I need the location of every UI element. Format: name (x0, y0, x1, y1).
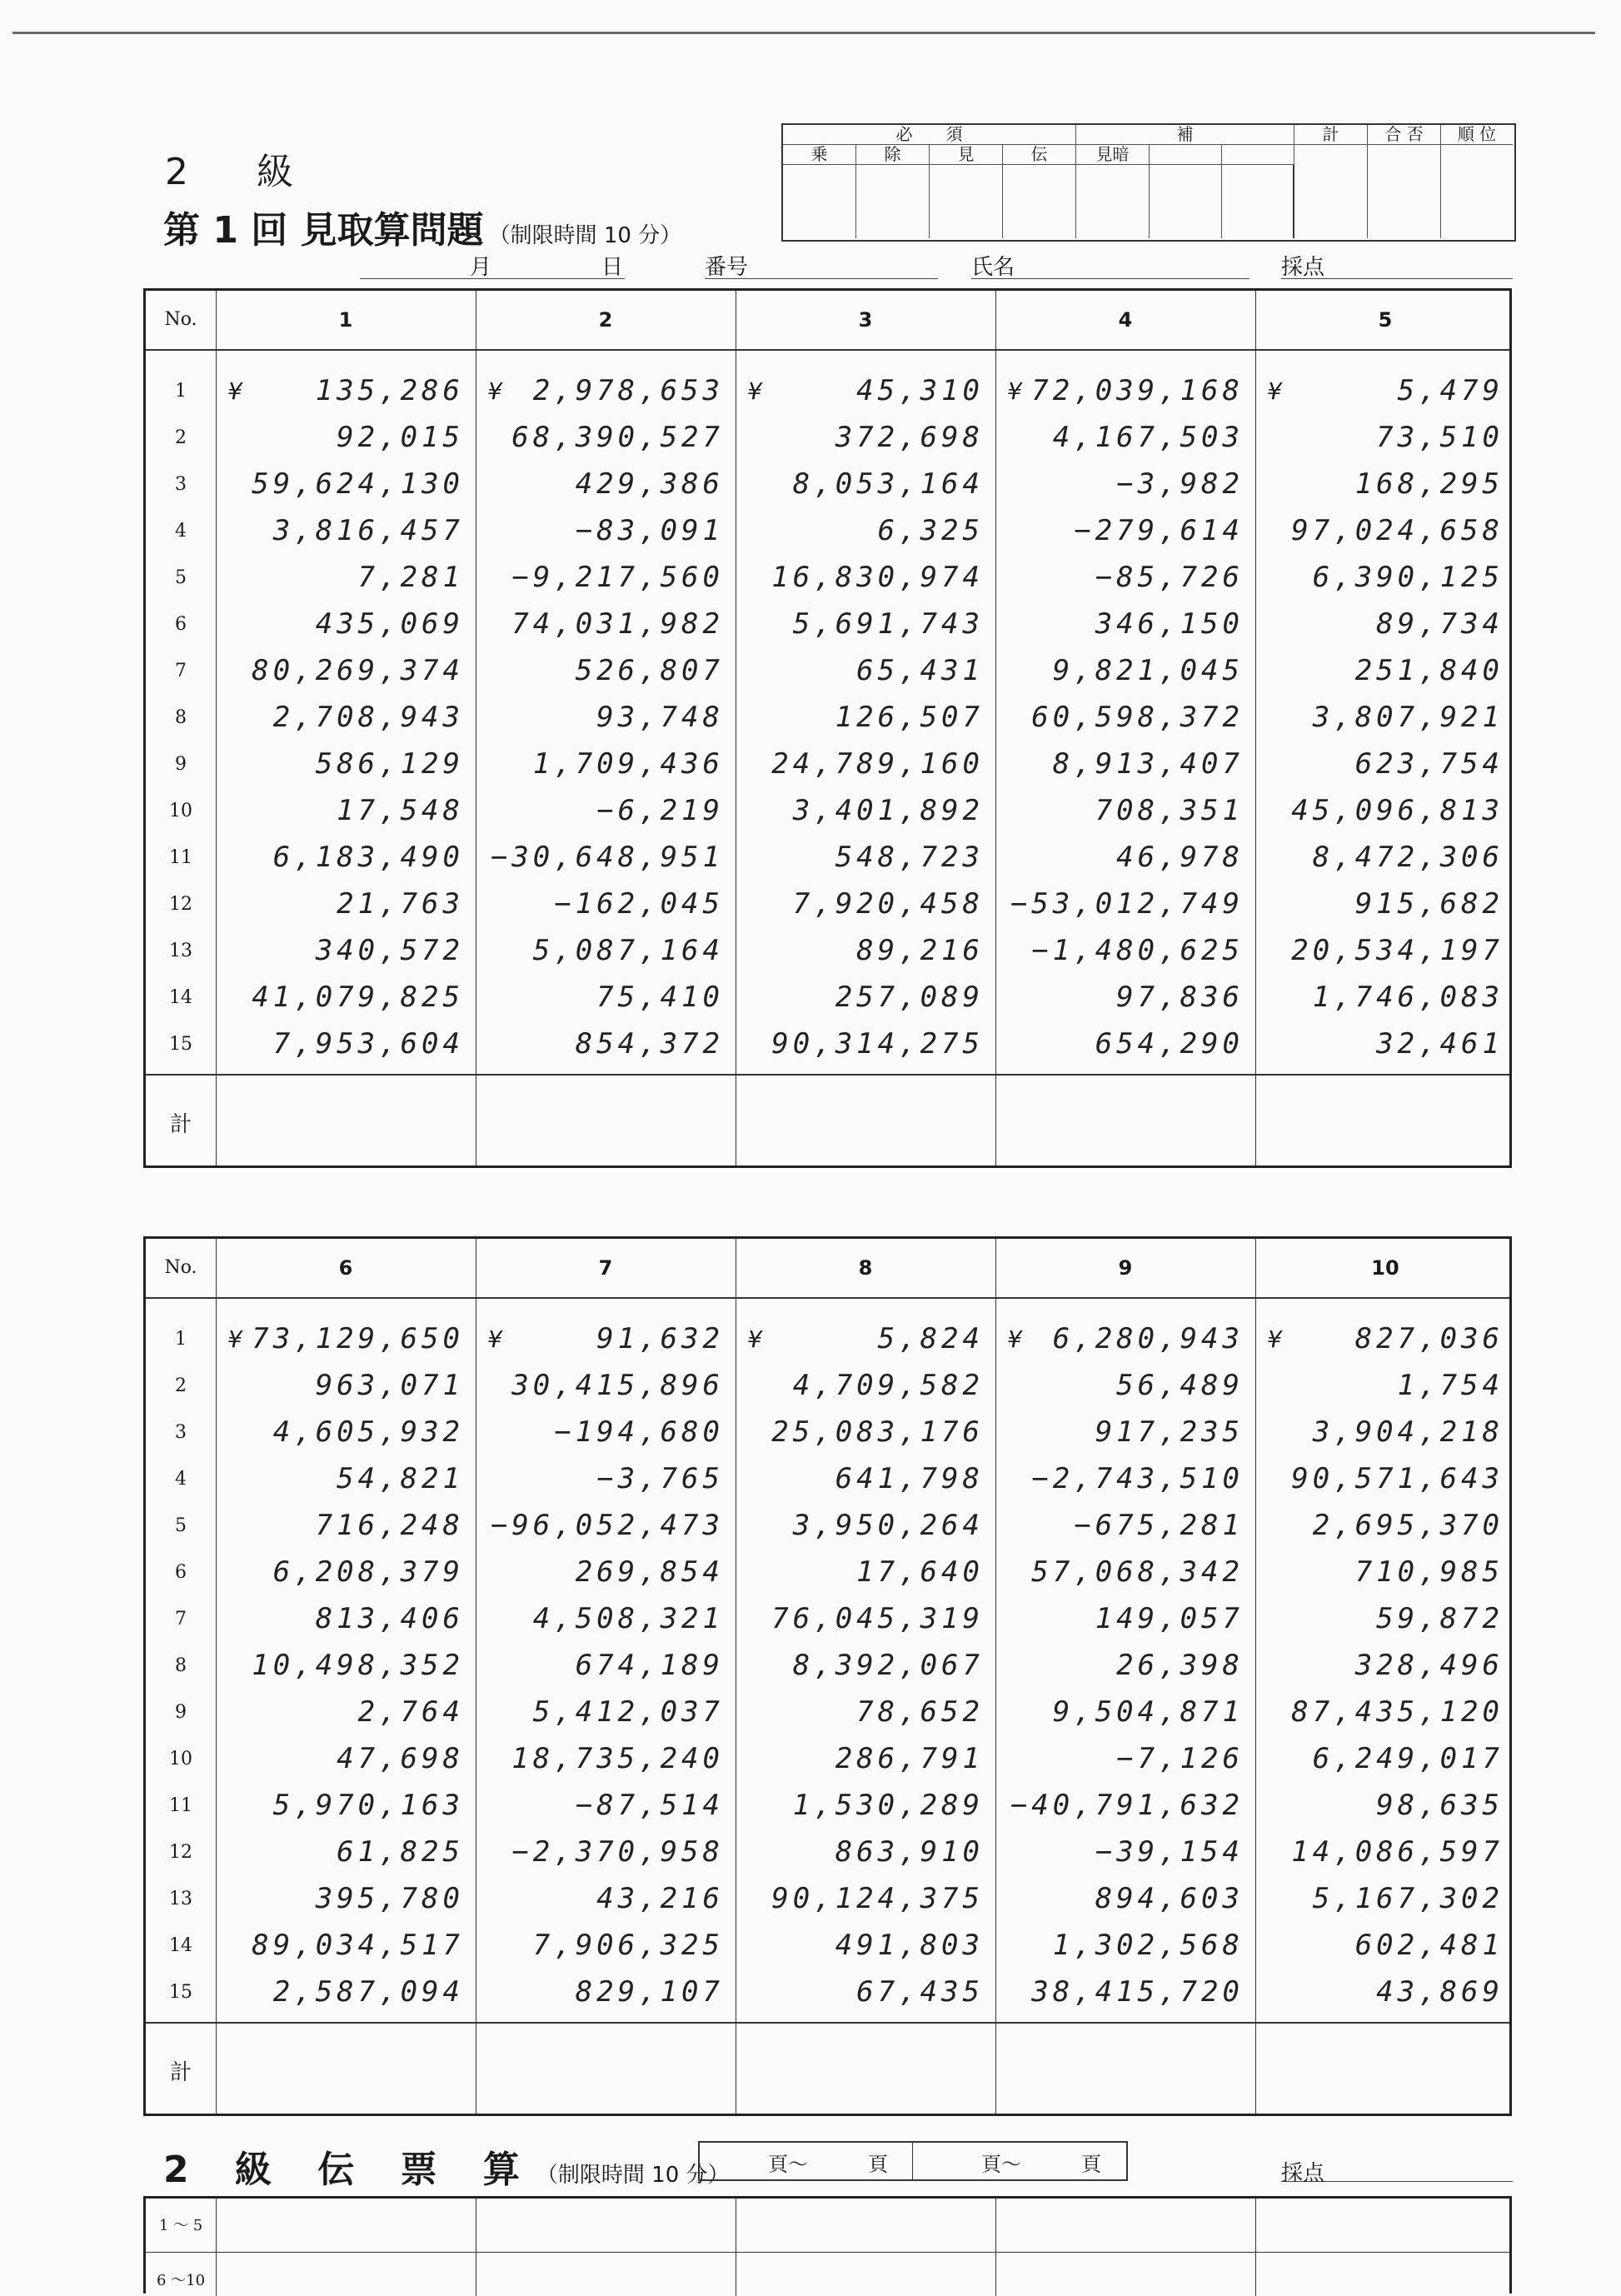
cell-value: −2,370,958 (511, 1835, 724, 1869)
cell-value: 3,401,892 (792, 794, 984, 827)
total-label: 計 (169, 2060, 192, 2085)
cell-value: −194,680 (554, 1415, 724, 1449)
seal-box (1003, 165, 1076, 238)
cell-value: 2,708,943 (272, 701, 464, 734)
problem-table-2 (143, 1236, 1512, 2116)
cell-value: 829,107 (575, 1975, 724, 2009)
cell-value: 2,695,370 (1312, 1509, 1504, 1542)
cell-value: 340,572 (315, 934, 464, 967)
column-header: 3 (858, 308, 873, 332)
page-title (163, 200, 681, 253)
cell-value: 10,498,352 (252, 1649, 464, 1682)
total-answer-cell[interactable] (1255, 1074, 1515, 1165)
column-divider (995, 2199, 996, 2296)
cell-value: −85,726 (1095, 561, 1244, 594)
title-text: 第 1 回 見取算問題 (163, 209, 484, 252)
cell-value: 5,970,163 (272, 1789, 464, 1822)
cell-value: 5,167,302 (1312, 1882, 1504, 1915)
cell-value: 59,872 (1376, 1602, 1504, 1635)
cell-value: −53,012,749 (1010, 887, 1244, 921)
cell-value: 38,415,720 (1031, 1975, 1244, 2009)
yen-mark: ¥ (487, 377, 502, 405)
row-number: 3 (175, 1422, 187, 1443)
cell-value: 372,698 (835, 421, 984, 454)
cell-value: 654,290 (1095, 1027, 1244, 1061)
cell-value: 8,472,306 (1312, 841, 1504, 874)
cell-value: 65,431 (856, 654, 984, 687)
cell-value: 73,510 (1376, 421, 1504, 454)
cell-value: 1,709,436 (532, 747, 724, 781)
cell-value: 89,734 (1376, 607, 1504, 641)
cell-value: 491,803 (835, 1929, 984, 1962)
cell-value: 68,390,527 (511, 421, 724, 454)
header-no: No. (164, 1257, 197, 1278)
cell-value: 56,489 (1116, 1369, 1244, 1402)
cell-value: 2,764 (357, 1695, 464, 1729)
cell-value: 3,950,264 (792, 1509, 984, 1542)
row-number: 14 (169, 1935, 192, 1956)
required-group-label: 必 須 (783, 125, 1076, 145)
total-answer-cell[interactable] (1255, 2022, 1515, 2114)
row-number: 2 (175, 427, 187, 448)
cell-value: 26,398 (1116, 1649, 1244, 1682)
cell-value: −9,217,560 (511, 561, 724, 594)
cell-value: 269,854 (575, 1555, 724, 1589)
cell-value: 54,821 (337, 1462, 464, 1495)
seal-col-denpyo: 伝 (1003, 145, 1076, 165)
cell-value: 89,216 (856, 934, 984, 967)
cell-value: −96,052,473 (490, 1509, 724, 1542)
cell-value: 98,635 (1376, 1789, 1504, 1822)
grading-stamp-box (781, 123, 1516, 242)
row-number: 5 (175, 1515, 187, 1536)
denpyo-row-label: 6 ～10 (156, 2272, 206, 2289)
cell-value: 7,281 (357, 561, 464, 594)
cell-value: 894,603 (1095, 1882, 1244, 1915)
cell-value: 20,534,197 (1291, 934, 1504, 967)
score-field[interactable] (1281, 247, 1513, 279)
yen-mark: ¥ (1267, 377, 1282, 405)
cell-value: 7,953,604 (272, 1027, 464, 1061)
cell-value: 6,208,379 (272, 1555, 464, 1589)
row-number: 9 (175, 754, 187, 775)
seal-pass-box (1368, 145, 1441, 238)
denpyo-title (163, 2139, 730, 2193)
cell-value: 87,435,120 (1291, 1695, 1504, 1729)
cell-value: 60,598,372 (1031, 701, 1244, 734)
cell-value: 1,302,568 (1052, 1929, 1244, 1962)
cell-value: 17,548 (337, 794, 464, 827)
cell-value: −279,614 (1074, 514, 1244, 547)
row-number: 7 (175, 661, 187, 681)
cell-value: 435,069 (315, 607, 464, 641)
yen-mark: ¥ (487, 1325, 502, 1353)
cell-value: 9,821,045 (1052, 654, 1244, 687)
cell-value: 92,015 (337, 421, 464, 454)
total-answer-cell[interactable] (476, 2022, 736, 2114)
cell-value: 5,087,164 (532, 934, 724, 967)
cell-value: 1,530,289 (792, 1789, 984, 1822)
yen-mark: ¥ (1267, 1325, 1282, 1353)
day-label: 日 (601, 255, 624, 280)
cell-value: 41,079,825 (252, 981, 464, 1014)
cell-value: 526,807 (575, 654, 724, 687)
cell-value: 45,310 (856, 374, 984, 407)
cell-value: 4,167,503 (1052, 421, 1244, 454)
problem-table-1 (143, 288, 1512, 1168)
cell-value: 6,183,490 (272, 841, 464, 874)
cell-value: 602,481 (1354, 1929, 1504, 1962)
column-header: 9 (1118, 1256, 1133, 1280)
total-answer-cell[interactable] (216, 2022, 476, 2114)
cell-value: 135,286 (315, 374, 464, 407)
seal-col-mitori: 見 (930, 145, 1003, 165)
cell-value: 90,571,643 (1291, 1462, 1504, 1495)
cell-value: 3,816,457 (272, 514, 464, 547)
cell-value: 4,605,932 (272, 1415, 464, 1449)
cell-value: 915,682 (1354, 887, 1504, 921)
row-number: 10 (169, 1749, 192, 1769)
cell-value: 97,836 (1116, 981, 1244, 1014)
cell-value: 80,269,374 (252, 654, 464, 687)
cell-value: −162,045 (554, 887, 724, 921)
cell-value: 9,504,871 (1052, 1695, 1244, 1729)
cell-value: −30,648,951 (490, 841, 724, 874)
cell-value: 43,216 (596, 1882, 724, 1915)
cell-value: −6,219 (596, 794, 724, 827)
denpyo-title-text: 2 級 伝 票 算 (163, 2149, 536, 2191)
cell-value: 90,124,375 (771, 1882, 984, 1915)
cell-value: 91,632 (596, 1322, 724, 1355)
cell-value: −40,791,632 (1010, 1789, 1244, 1822)
cell-value: 674,189 (575, 1649, 724, 1682)
row-number: 11 (169, 847, 192, 868)
denpyo-score-label: 採点 (1281, 2161, 1325, 2186)
row-number: 12 (169, 1842, 192, 1863)
cell-value: 8,913,407 (1052, 747, 1244, 781)
name-label: 氏名 (971, 255, 1015, 280)
page-range-divider (912, 2143, 913, 2179)
cell-value: 7,906,325 (532, 1929, 724, 1962)
column-header: 6 (338, 1256, 353, 1280)
row-number: 4 (175, 521, 187, 542)
seal-col-divide: 除 (856, 145, 930, 165)
row-number: 6 (175, 1562, 187, 1583)
cell-value: 16,830,974 (771, 561, 984, 594)
seal-pass-label: 合 否 (1368, 125, 1441, 145)
row-number: 9 (175, 1702, 187, 1723)
row-number: 4 (175, 1469, 187, 1490)
cell-value: −87,514 (575, 1789, 724, 1822)
seal-total-label: 計 (1294, 125, 1368, 145)
cell-value: −3,765 (596, 1462, 724, 1495)
cell-value: 827,036 (1354, 1322, 1504, 1355)
row-number: 8 (175, 707, 187, 728)
cell-value: 93,748 (596, 701, 724, 734)
cell-value: 963,071 (315, 1369, 464, 1402)
seal-total-box (1294, 145, 1368, 238)
denpyo-table (143, 2196, 1512, 2294)
row-number: 3 (175, 474, 187, 495)
cell-value: −2,743,510 (1031, 1462, 1244, 1495)
cell-value: 854,372 (575, 1027, 724, 1061)
seal-rank-box (1441, 145, 1513, 238)
grade-heading: 2 級 (165, 151, 322, 193)
row-number: 7 (175, 1609, 187, 1630)
cell-value: 43,869 (1376, 1975, 1504, 2009)
number-label: 番号 (705, 255, 749, 280)
cell-value: 14,086,597 (1291, 1835, 1504, 1869)
cell-value: 4,508,321 (532, 1602, 724, 1635)
cell-value: 395,780 (315, 1882, 464, 1915)
name-field[interactable] (971, 247, 1249, 279)
cell-value: 257,089 (835, 981, 984, 1014)
yen-mark: ¥ (1007, 377, 1022, 405)
seal-box (856, 165, 930, 238)
cell-value: 67,435 (856, 1975, 984, 2009)
cell-value: 8,392,067 (792, 1649, 984, 1682)
cell-value: 32,461 (1376, 1027, 1504, 1061)
denpyo-time-limit: （制限時間 10 分） (536, 2163, 730, 2188)
seal-col-multiply: 乗 (783, 145, 856, 165)
row-number: 13 (169, 1889, 192, 1909)
cell-value: 46,978 (1116, 841, 1244, 874)
seal-col-mental: 見暗 (1076, 145, 1150, 165)
header-no: No. (164, 309, 197, 330)
cell-value: 429,386 (575, 467, 724, 501)
seal-box (783, 165, 856, 238)
row-divider (146, 2252, 1509, 2253)
cell-value: 623,754 (1354, 747, 1504, 781)
cell-value: 74,031,982 (511, 607, 724, 641)
cell-value: 5,824 (877, 1322, 984, 1355)
seal-col-blank-1 (1150, 145, 1222, 165)
row-number: 6 (175, 614, 187, 635)
total-answer-cell[interactable] (476, 1074, 736, 1165)
cell-value: 641,798 (835, 1462, 984, 1495)
cell-value: 6,325 (877, 514, 984, 547)
row-number: 5 (175, 567, 187, 588)
column-divider (1255, 2199, 1256, 2296)
cell-value: 346,150 (1095, 607, 1244, 641)
cell-value: 813,406 (315, 1602, 464, 1635)
yen-mark: ¥ (747, 377, 762, 405)
cell-value: 45,096,813 (1291, 794, 1504, 827)
cell-value: 548,723 (835, 841, 984, 874)
cell-value: 7,920,458 (792, 887, 984, 921)
page-range-2[interactable]: 頁～ 頁 (981, 2153, 1101, 2176)
scan-top-border (12, 32, 1595, 34)
cell-value: 168,295 (1354, 467, 1504, 501)
seal-box (1150, 165, 1222, 238)
time-limit: （制限時間 10 分） (488, 223, 682, 248)
cell-value: 863,910 (835, 1835, 984, 1869)
column-header: 7 (598, 1256, 613, 1280)
cell-value: 3,807,921 (1312, 701, 1504, 734)
cell-value: 78,652 (856, 1695, 984, 1729)
page-range-box (698, 2141, 1128, 2181)
total-answer-cell[interactable] (736, 2022, 995, 2114)
cell-value: 59,624,130 (252, 467, 464, 501)
cell-value: −7,126 (1116, 1742, 1244, 1775)
cell-value: 8,053,164 (792, 467, 984, 501)
cell-value: 917,235 (1095, 1415, 1244, 1449)
cell-value: 97,024,658 (1291, 514, 1504, 547)
cell-value: 126,507 (835, 701, 984, 734)
column-header: 5 (1378, 308, 1393, 332)
cell-value: 24,789,160 (771, 747, 984, 781)
date-field[interactable] (360, 247, 625, 279)
cell-value: 73,129,650 (252, 1322, 464, 1355)
cell-value: −39,154 (1095, 1835, 1244, 1869)
total-answer-cell[interactable] (216, 1074, 476, 1165)
total-answer-cell[interactable] (995, 2022, 1255, 2114)
seal-box (1222, 165, 1294, 238)
cell-value: 5,479 (1397, 374, 1504, 407)
cell-value: 17,640 (856, 1555, 984, 1589)
cell-value: −83,091 (575, 514, 724, 547)
cell-value: 76,045,319 (771, 1602, 984, 1635)
column-header: 2 (598, 308, 613, 332)
cell-value: 708,351 (1095, 794, 1244, 827)
score-label: 採点 (1281, 255, 1325, 280)
row-number: 13 (169, 941, 192, 961)
cell-value: 286,791 (835, 1742, 984, 1775)
row-number: 11 (169, 1795, 192, 1816)
column-header: 8 (858, 1256, 873, 1280)
month-label: 月 (470, 255, 492, 280)
row-number: 14 (169, 987, 192, 1008)
column-header: 1 (338, 308, 353, 332)
total-answer-cell[interactable] (995, 1074, 1255, 1165)
cell-value: −3,982 (1116, 467, 1244, 501)
yen-mark: ¥ (227, 1325, 242, 1353)
cell-value: 21,763 (337, 887, 464, 921)
cell-value: 710,985 (1354, 1555, 1504, 1589)
row-number: 2 (175, 1375, 187, 1396)
cell-value: −1,480,625 (1031, 934, 1244, 967)
cell-value: 1,746,083 (1312, 981, 1504, 1014)
cell-value: 57,068,342 (1031, 1555, 1244, 1589)
cell-value: 72,039,168 (1031, 374, 1244, 407)
cell-value: 18,735,240 (511, 1742, 724, 1775)
seal-rank-label: 順 位 (1441, 125, 1513, 145)
cell-value: 2,587,094 (272, 1975, 464, 2009)
cell-value: 6,390,125 (1312, 561, 1504, 594)
supplement-group-label: 補 (1076, 125, 1294, 145)
column-divider (216, 2199, 217, 2296)
row-number: 10 (169, 801, 192, 821)
cell-value: 328,496 (1354, 1649, 1504, 1682)
seal-box (1076, 165, 1150, 238)
cell-value: 1,754 (1397, 1369, 1504, 1402)
denpyo-row-label: 1 ～ 5 (158, 2217, 203, 2234)
cell-value: 6,280,943 (1052, 1322, 1244, 1355)
seal-box (930, 165, 1003, 238)
cell-value: 47,698 (337, 1742, 464, 1775)
row-number: 1 (175, 1329, 187, 1350)
column-header: 10 (1371, 1256, 1399, 1280)
seal-col-blank-2 (1222, 145, 1294, 165)
yen-mark: ¥ (227, 377, 242, 405)
row-number: 1 (175, 381, 187, 402)
cell-value: 2,978,653 (532, 374, 724, 407)
cell-value: 6,249,017 (1312, 1742, 1504, 1775)
column-header: 4 (1118, 308, 1133, 332)
cell-value: 149,057 (1095, 1602, 1244, 1635)
cell-value: 30,415,896 (511, 1369, 724, 1402)
cell-value: 251,840 (1354, 654, 1504, 687)
cell-value: 5,412,037 (532, 1695, 724, 1729)
cell-value: 3,904,218 (1312, 1415, 1504, 1449)
cell-value: 716,248 (315, 1509, 464, 1542)
cell-value: −675,281 (1074, 1509, 1244, 1542)
row-number: 8 (175, 1655, 187, 1676)
row-number: 15 (169, 1034, 192, 1055)
cell-value: 75,410 (596, 981, 724, 1014)
number-field[interactable] (705, 247, 938, 279)
yen-mark: ¥ (747, 1325, 762, 1353)
cell-value: 25,083,176 (771, 1415, 984, 1449)
row-number: 12 (169, 894, 192, 915)
cell-value: 4,709,582 (792, 1369, 984, 1402)
cell-value: 90,314,275 (771, 1027, 984, 1061)
denpyo-score-field[interactable] (1281, 2149, 1513, 2186)
total-answer-cell[interactable] (736, 1074, 995, 1165)
cell-value: 89,034,517 (252, 1929, 464, 1962)
cell-value: 5,691,743 (792, 607, 984, 641)
yen-mark: ¥ (1007, 1325, 1022, 1353)
cell-value: 61,825 (337, 1835, 464, 1869)
row-number: 15 (169, 1982, 192, 2003)
page-range-1[interactable]: 頁～ 頁 (768, 2153, 888, 2176)
total-label: 計 (169, 1112, 192, 1137)
cell-value: 586,129 (315, 747, 464, 781)
